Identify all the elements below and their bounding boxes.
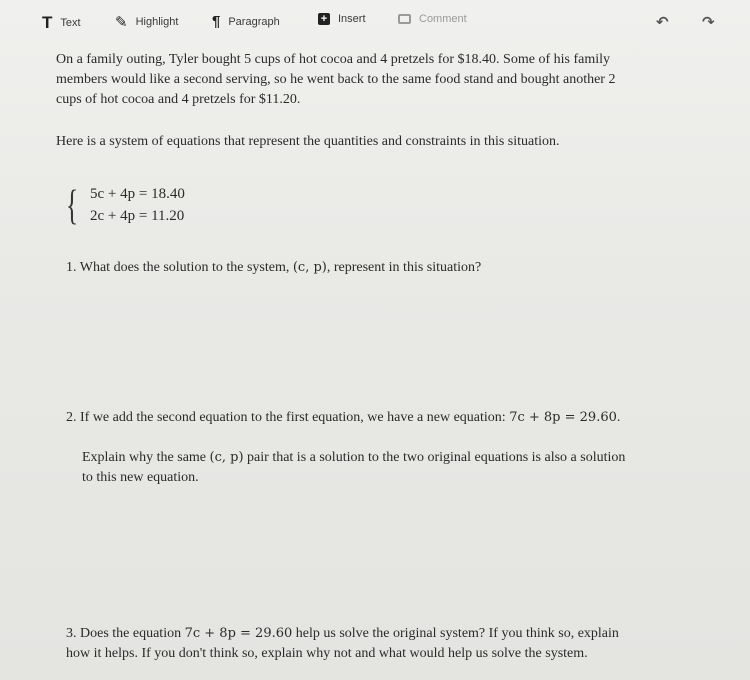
intro-line: members would like a second serving, so he went back to the same food stand and bought another 2 [56, 72, 616, 87]
equation-1: 5c + 4p = 18.40 [90, 186, 185, 202]
equation-2: 2c + 4p = 11.20 [90, 208, 185, 224]
undo-icon: ↶ [656, 14, 669, 31]
question-2-explain [82, 448, 722, 488]
question-1-math: (c, p) [292, 260, 327, 275]
brace-symbol: { [66, 183, 79, 229]
question-3 [66, 624, 726, 664]
system-intro-text: Here is a system of equations that represent the quantities and constraints in this situation. [56, 134, 560, 149]
intro-line: cups of hot cocoa and 4 pretzels for $11.20. [56, 92, 301, 107]
question-1 [66, 258, 481, 278]
highlight-tool-label: Highlight [135, 16, 179, 28]
insert-tool-label: Insert [338, 13, 366, 25]
question-3-math: 7c + 8p = 29.60 [184, 626, 293, 641]
paragraph-icon: ¶ [212, 13, 221, 30]
question-2-explain-text-end: pair that is a solution to the two original equations is also a solution [247, 450, 626, 465]
question-3-text: 3. Does the equation [66, 626, 182, 641]
question-1-text: 1. What does the solution to the system, [66, 260, 290, 275]
question-2-explain-math: (c, p) [209, 450, 244, 465]
question-3-line1 [66, 624, 726, 644]
pencil-icon: ✎ [115, 14, 128, 31]
intro-line: On a family outing, Tyler bought 5 cups of hot cocoa and 4 pretzels for $18.40. Some of his family [56, 52, 610, 67]
redo-icon: ↷ [702, 14, 715, 31]
question-2-text: 2. If we add the second equation to the first equation, we have a new equation: [66, 410, 506, 425]
paragraph-tool-label: Paragraph [228, 15, 280, 28]
question-2 [66, 408, 620, 428]
question-2-text-end: . [616, 410, 621, 425]
problem-intro [56, 50, 696, 110]
question-2-math: 7c + 8p = 29.60 [509, 410, 617, 425]
comment-tool-label: Comment [419, 13, 467, 25]
plus-icon: + [318, 13, 330, 25]
question-3-line2: how it helps. If you don't think so, explain why not and what would help us solve the system. [66, 646, 588, 661]
text-tool-label: Text [60, 17, 81, 29]
question-2-explain-text: Explain why the same [82, 450, 207, 465]
question-2-explain-line2: to this new equation. [82, 470, 199, 485]
text-icon: T [42, 13, 53, 32]
question-3-text-end: help us solve the original system? If you think so, explain [295, 626, 619, 641]
question-1-text-end: , represent in this situation? [326, 260, 482, 275]
equation-system [66, 184, 266, 232]
